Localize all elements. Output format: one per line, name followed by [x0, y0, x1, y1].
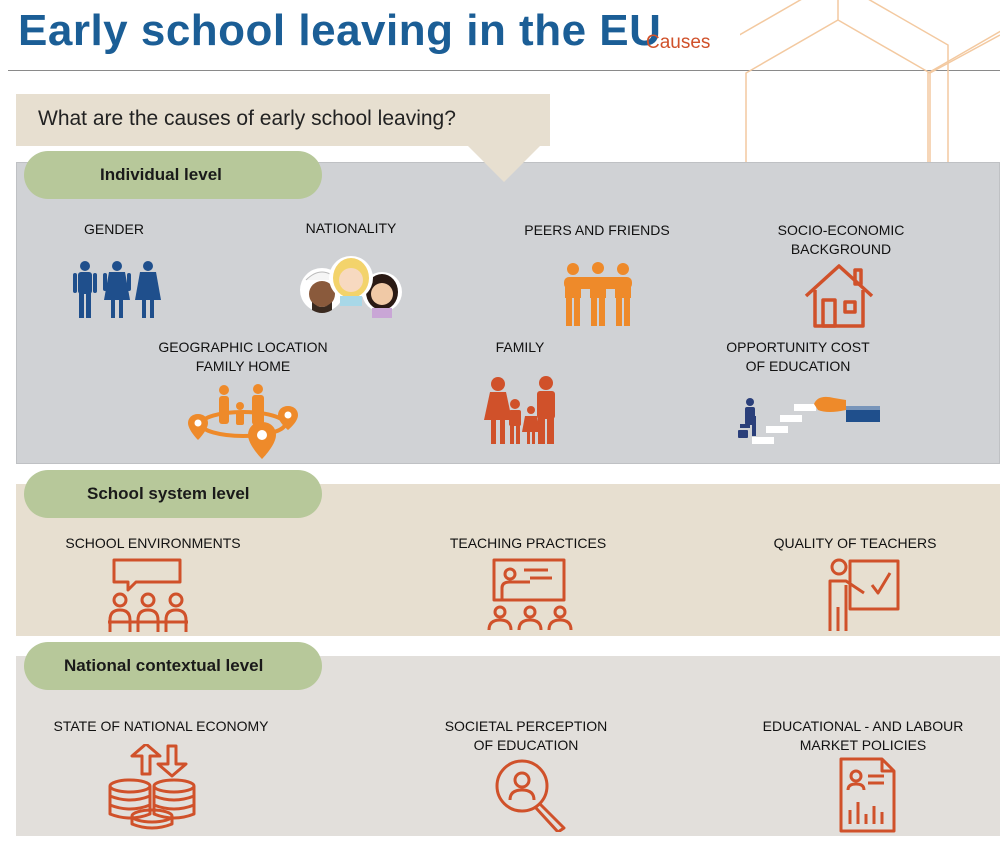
nationality-label: NATIONALITY	[305, 220, 397, 236]
policies-label-line1: EDUCATIONAL - AND LABOUR	[762, 718, 964, 734]
individual-level-pill	[24, 151, 322, 199]
policies-label-line2: MARKET POLICIES	[799, 737, 927, 753]
question-box	[16, 94, 550, 146]
page-subtitle: Causes	[646, 32, 711, 53]
page-title: Early school leaving in the EU	[18, 6, 662, 55]
gender-label: GENDER	[84, 221, 144, 237]
people-gender-icon	[72, 260, 162, 320]
discussion-group-icon	[106, 558, 190, 634]
geographic-location-label-line1: GEOGRAPHIC LOCATION	[158, 339, 328, 355]
family-icon	[482, 376, 564, 446]
document-chart-icon	[838, 756, 898, 834]
teacher-check-icon	[824, 557, 902, 633]
teaching-practices-label: TEACHING PRACTICES	[449, 535, 607, 551]
coins-arrows-icon	[106, 744, 198, 830]
opportunity-cost-label	[718, 338, 878, 376]
national-economy-label: STATE OF NATIONAL ECONOMY	[53, 718, 269, 734]
geographic-location-label-line2: FAMILY HOME	[195, 358, 291, 374]
policies-label	[752, 717, 974, 755]
individual-level-title: Individual level	[100, 165, 222, 184]
magnifier-person-icon	[494, 758, 570, 832]
staircase-coin-icon	[738, 390, 884, 452]
school-level-pill	[24, 470, 322, 518]
family-label: FAMILY	[495, 339, 545, 355]
socio-economic-label-line2: BACKGROUND	[790, 241, 892, 257]
opportunity-cost-label-line2: OF EDUCATION	[745, 358, 851, 374]
societal-perception-label	[438, 717, 614, 755]
question-pointer	[468, 146, 540, 182]
peers-group-icon	[561, 262, 635, 328]
question-text: What are the causes of early school leaving?	[38, 107, 456, 130]
geographic-location-label	[148, 338, 338, 376]
school-level-title: School system level	[87, 484, 250, 503]
teacher-board-icon	[486, 558, 574, 632]
school-environments-label: SCHOOL ENVIRONMENTS	[65, 535, 241, 551]
faces-nationality-icon	[296, 250, 406, 318]
national-level-pill	[24, 642, 322, 690]
societal-perception-label-line1: SOCIETAL PERCEPTION	[444, 718, 608, 734]
opportunity-cost-label-line1: OPPORTUNITY COST	[726, 339, 870, 355]
location-pins-icon	[186, 380, 300, 460]
societal-perception-label-line2: OF EDUCATION	[473, 737, 579, 753]
socio-economic-label-line1: SOCIO-ECONOMIC	[777, 222, 905, 238]
house-icon	[803, 262, 875, 330]
quality-of-teachers-label: QUALITY OF TEACHERS	[773, 535, 937, 551]
national-level-title: National contextual level	[64, 656, 264, 675]
socio-economic-label	[760, 221, 922, 259]
peers-label: PEERS AND FRIENDS	[524, 222, 670, 238]
